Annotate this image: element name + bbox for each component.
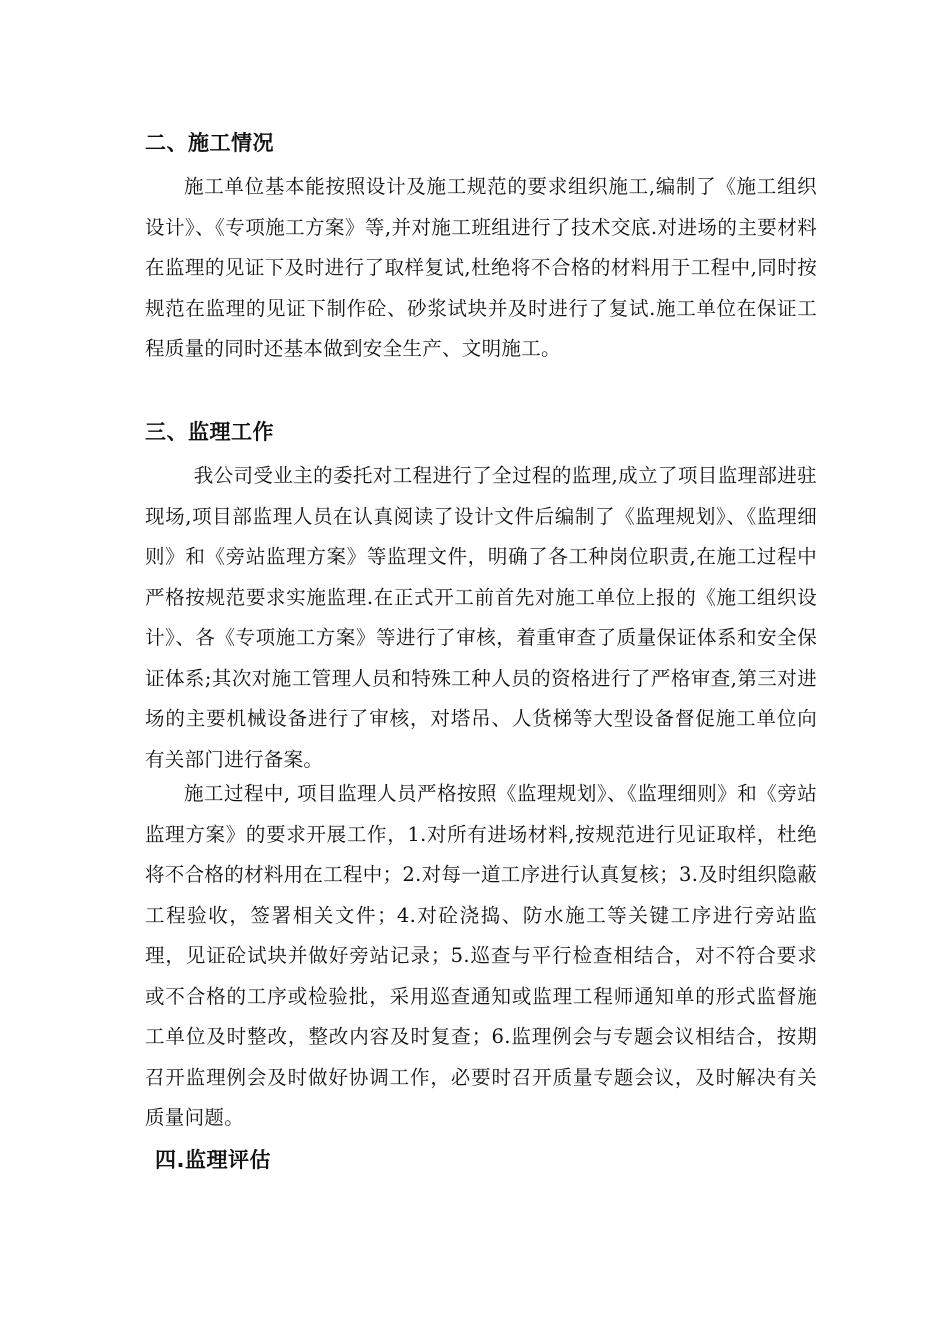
paragraph-construction-status: 施工单位基本能按照设计及施工规范的要求组织施工,编制了《施工组织设计》、《专项施工方案》等,并对施工班组进行了技术交底.对进场的主要材料在监理的见证下及时进行了取样复试,杜绝将不合格的材料用于工程中,同时按规范在监理的见证下制作砼、砂浆试块并及时进行了复试.施工单位在保证工程质量的同时还基本做到安全生产、文明施工。 — [145, 175, 817, 360]
paragraph-supervision-setup: 我公司受业主的委托对工程进行了全过程的监理,成立了项目监理部进驻现场,项目部监理人员在认真阅读了设计文件后编制了《监理规划》、《监理细则》和《旁站监理方案》等监理文件，明确了各工种岗位职责,在施工过程中严格按规范要求实施监理.在正式开工前首先对施工单位上报的《施工组织设计》、各《专项施工方案》等进行了审核，着重审查了质量保证体系和安全保证体系;其次对施工管理人员和特殊工种人员的资格进行了严格审查,第三对进场的主要机械设备进行了审核，对塔吊、人货梯等大型设备督促施工单位向有关部门进行备案。 — [145, 464, 817, 771]
section-heading-supervision-work: 三、监理工作 — [145, 420, 274, 444]
section-heading-construction: 二、施工情况 — [145, 131, 274, 155]
paragraph-supervision-process: 施工过程中, 项目监理人员严格按照《监理规划》、《监理细则》和《旁站监理方案》的要求开展工作，1.对所有进场材料,按规范进行见证取样，杜绝将不合格的材料用在工程中；2.对每一道工序进行认真复核；3.及时组织隐蔽工程验收，签署相关文件；4.对砼浇捣、防水施工等关键工序进行旁站监理，见证砼试块并做好旁站记录；5.巡查与平行检查相结合，对不符合要求或不合格的工序或检验批，采用巡查通知或监理工程师通知单的形式监督施工单位及时整改，整改内容及时复查；6.监理例会与专题会议相结合，按期召开监理例会及时做好协调工作，必要时召开质量专题会议，及时解决有关质量问题。 — [145, 782, 818, 1129]
section-heading-supervision-evaluation: 四.监理评估 — [155, 1148, 271, 1172]
